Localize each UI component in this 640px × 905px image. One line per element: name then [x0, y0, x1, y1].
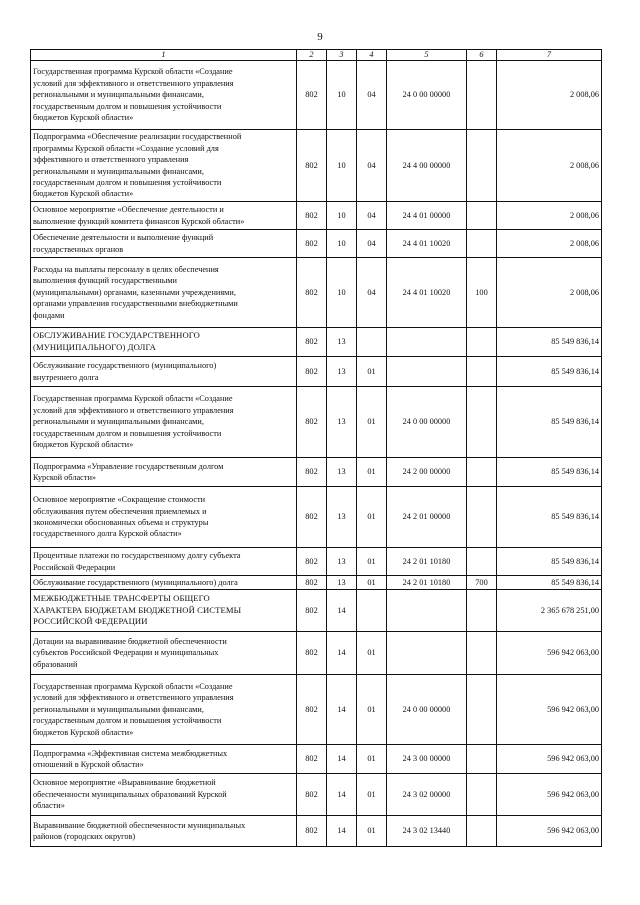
- row-name-line: Обслуживание государственного (муниципального) долга: [33, 577, 238, 587]
- row-name-line: бюджетов Курской области»: [33, 727, 134, 737]
- header-col-7: 7: [497, 50, 602, 61]
- target-article-cell: 24 4 01 10020: [387, 230, 467, 258]
- row-name-cell: [31, 328, 297, 357]
- admin-code-cell: 802: [297, 675, 327, 745]
- target-article-cell: 24 2 01 00000: [387, 487, 467, 548]
- row-name-line: обеспеченности муниципальных образований Курской: [33, 789, 227, 799]
- row-name-cell: [31, 745, 297, 774]
- row-name-line: государственного долга Курской области»: [33, 529, 182, 539]
- row-name-line: Подпрограмма «Управление государственным долгом: [33, 461, 224, 471]
- target-article-cell: 24 0 00 00000: [387, 675, 467, 745]
- row-name-cell: [31, 230, 297, 258]
- row-name-line: обслуживания путем обеспечения приемлемых и: [33, 506, 207, 516]
- target-article-cell: [387, 357, 467, 387]
- row-name-cell: [31, 61, 297, 130]
- section-code-cell: 13: [327, 387, 357, 458]
- admin-code-cell: 802: [297, 774, 327, 816]
- row-name-line: выполнение функций комитета финансов Курской области»: [33, 216, 245, 226]
- table-row: [31, 632, 602, 675]
- target-article-cell: 24 0 00 00000: [387, 387, 467, 458]
- subsection-code-cell: 01: [357, 487, 387, 548]
- section-code-cell: 13: [327, 576, 357, 590]
- subsection-code-cell: 01: [357, 745, 387, 774]
- header-col-1: 1: [31, 50, 297, 61]
- section-code-cell: 14: [327, 590, 357, 632]
- row-name-line: (муниципальными) органами, казенными учреждениями,: [33, 287, 236, 297]
- amount-cell: 85 549 836,14: [497, 357, 602, 387]
- amount-cell: 2 365 678 251,00: [497, 590, 602, 632]
- admin-code-cell: 802: [297, 202, 327, 230]
- header-col-2: 2: [297, 50, 327, 61]
- expense-type-cell: [467, 548, 497, 576]
- admin-code-cell: 802: [297, 230, 327, 258]
- admin-code-cell: 802: [297, 130, 327, 202]
- table-row: [31, 357, 602, 387]
- row-name-line: государственным долгом и повышения устойчивости: [33, 101, 222, 111]
- expense-type-cell: 100: [467, 258, 497, 328]
- table-row: [31, 774, 602, 816]
- target-article-cell: 24 3 02 00000: [387, 774, 467, 816]
- subsection-code-cell: 04: [357, 61, 387, 130]
- amount-cell: 596 942 063,00: [497, 774, 602, 816]
- amount-cell: 596 942 063,00: [497, 816, 602, 847]
- row-name-line: региональными и муниципальными финансами,: [33, 166, 204, 176]
- table-row: [31, 816, 602, 847]
- expense-type-cell: [467, 774, 497, 816]
- subsection-code-cell: 01: [357, 387, 387, 458]
- section-code-cell: 13: [327, 328, 357, 357]
- table-row: [31, 61, 602, 130]
- expense-type-cell: [467, 816, 497, 847]
- admin-code-cell: 802: [297, 816, 327, 847]
- target-article-cell: [387, 328, 467, 357]
- admin-code-cell: 802: [297, 328, 327, 357]
- row-name-line: Основное мероприятие «Выравнивание бюджетной: [33, 778, 216, 788]
- subsection-code-cell: 01: [357, 774, 387, 816]
- subsection-code-cell: 01: [357, 357, 387, 387]
- row-name-line: Российской Федерации: [33, 562, 116, 572]
- row-name-cell: [31, 576, 297, 590]
- row-name-line: районов (городских округов): [33, 832, 136, 841]
- expense-type-cell: [467, 202, 497, 230]
- row-name-line: Обслуживание государственного (муниципального): [33, 361, 217, 371]
- row-name-line: отношений в Курской области»: [33, 760, 144, 769]
- row-name-line: выполнения функций государственными: [33, 276, 177, 286]
- table-row: [31, 590, 602, 632]
- header-col-4: 4: [357, 50, 387, 61]
- target-article-cell: 24 4 01 00000: [387, 202, 467, 230]
- row-name-cell: [31, 548, 297, 576]
- row-name-line: Дотации на выравнивание бюджетной обеспеченности: [33, 636, 227, 646]
- row-name-cell: [31, 258, 297, 328]
- row-name-cell: [31, 487, 297, 548]
- admin-code-cell: 802: [297, 258, 327, 328]
- admin-code-cell: 802: [297, 458, 327, 487]
- row-name-line: бюджетов Курской области»: [33, 113, 134, 123]
- target-article-cell: 24 2 00 00000: [387, 458, 467, 487]
- subsection-code-cell: 04: [357, 258, 387, 328]
- row-name-line: Государственная программа Курской области «Создание: [33, 681, 233, 691]
- row-name-line: Подпрограмма «Обеспечение реализации государственной: [33, 132, 242, 142]
- row-name-line: Государственная программа Курской области «Создание: [33, 67, 233, 77]
- page-number: 9: [317, 31, 323, 43]
- section-code-cell: 13: [327, 487, 357, 548]
- admin-code-cell: 802: [297, 632, 327, 675]
- amount-cell: 2 008,06: [497, 202, 602, 230]
- row-name-line: условий для эффективного и ответственного управления: [33, 405, 234, 415]
- row-name-line: РОССИЙСКОЙ ФЕДЕРАЦИИ: [33, 616, 148, 627]
- table-row: [31, 258, 602, 328]
- table-row: [31, 387, 602, 458]
- target-article-cell: 24 0 00 00000: [387, 61, 467, 130]
- row-name-cell: [31, 202, 297, 230]
- row-name-line: бюджетов Курской области»: [33, 189, 134, 199]
- expense-type-cell: [467, 590, 497, 632]
- row-name-line: (МУНИЦИПАЛЬНОГО) ДОЛГА: [33, 342, 156, 352]
- admin-code-cell: 802: [297, 590, 327, 632]
- subsection-code-cell: 01: [357, 816, 387, 847]
- subsection-code-cell: 04: [357, 230, 387, 258]
- row-name-cell: [31, 590, 297, 632]
- amount-cell: 596 942 063,00: [497, 675, 602, 745]
- row-name-line: экономически обоснованных объема и структуры: [33, 518, 209, 527]
- row-name-line: Основное мероприятие «Обеспечение деятельности и: [33, 205, 224, 215]
- row-name-line: Основное мероприятие «Сокращение стоимости: [33, 495, 206, 505]
- expense-type-cell: 700: [467, 576, 497, 590]
- table-row: [31, 130, 602, 202]
- subsection-code-cell: [357, 328, 387, 357]
- admin-code-cell: 802: [297, 61, 327, 130]
- table-row: [31, 745, 602, 774]
- table-row: [31, 328, 602, 357]
- subsection-code-cell: 01: [357, 632, 387, 675]
- expense-type-cell: [467, 487, 497, 548]
- amount-cell: 596 942 063,00: [497, 632, 602, 675]
- row-name-line: фондами: [33, 310, 65, 320]
- row-name-cell: [31, 458, 297, 487]
- row-name-line: Государственная программа Курской области «Создание: [33, 394, 233, 404]
- table-row: [31, 576, 602, 590]
- target-article-cell: 24 2 01 10180: [387, 576, 467, 590]
- row-name-line: государственным долгом и повышения устойчивости: [33, 428, 222, 438]
- section-code-cell: 14: [327, 816, 357, 847]
- table-row: [31, 202, 602, 230]
- expense-type-cell: [467, 230, 497, 258]
- row-name-line: эффективного и ответственного управления: [33, 155, 189, 165]
- table-row: [31, 230, 602, 258]
- amount-cell: 2 008,06: [497, 61, 602, 130]
- amount-cell: 2 008,06: [497, 230, 602, 258]
- subsection-code-cell: 04: [357, 130, 387, 202]
- admin-code-cell: 802: [297, 548, 327, 576]
- row-name-line: Курской области»: [33, 473, 97, 482]
- row-name-line: региональными и муниципальными финансами,: [33, 704, 204, 714]
- amount-cell: 2 008,06: [497, 258, 602, 328]
- subsection-code-cell: 04: [357, 202, 387, 230]
- row-name-line: государственных органов: [33, 244, 124, 254]
- row-name-line: ХАРАКТЕРА БЮДЖЕТАМ БЮДЖЕТНОЙ СИСТЕМЫ: [33, 604, 242, 615]
- row-name-line: образований: [33, 659, 78, 669]
- row-name-line: внутреннего долга: [33, 372, 99, 382]
- amount-cell: 85 549 836,14: [497, 487, 602, 548]
- row-name-line: Выравнивание бюджетной обеспеченности муниципальных: [33, 820, 246, 830]
- section-code-cell: 14: [327, 774, 357, 816]
- header-col-6: 6: [467, 50, 497, 61]
- row-name-line: Обеспечение деятельности и выполнение функций: [33, 233, 214, 243]
- section-code-cell: 10: [327, 130, 357, 202]
- expense-type-cell: [467, 675, 497, 745]
- row-name-line: органами управления государственными внебюджетными: [33, 299, 238, 309]
- row-name-line: Расходы на выплаты персоналу в целях обеспечения: [33, 264, 219, 274]
- row-name-line: ОБСЛУЖИВАНИЕ ГОСУДАРСТВЕННОГО: [33, 330, 200, 341]
- admin-code-cell: 802: [297, 745, 327, 774]
- section-code-cell: 10: [327, 202, 357, 230]
- row-name-cell: [31, 632, 297, 675]
- row-name-cell: [31, 387, 297, 458]
- subsection-code-cell: [357, 590, 387, 632]
- subsection-code-cell: 01: [357, 458, 387, 487]
- row-name-cell: [31, 357, 297, 387]
- row-name-line: области»: [33, 801, 65, 811]
- admin-code-cell: 802: [297, 387, 327, 458]
- section-code-cell: 13: [327, 548, 357, 576]
- header-col-3: 3: [327, 50, 357, 61]
- amount-cell: 85 549 836,14: [497, 328, 602, 357]
- row-name-line: МЕЖБЮДЖЕТНЫЕ ТРАНСФЕРТЫ ОБЩЕГО: [33, 593, 210, 604]
- row-name-line: региональными и муниципальными финансами,: [33, 417, 204, 427]
- target-article-cell: 24 4 01 10020: [387, 258, 467, 328]
- target-article-cell: [387, 632, 467, 675]
- table-header-row: [31, 50, 602, 61]
- row-name-line: бюджетов Курской области»: [33, 440, 134, 450]
- section-code-cell: 13: [327, 458, 357, 487]
- admin-code-cell: 802: [297, 576, 327, 590]
- row-name-line: региональными и муниципальными финансами,: [33, 90, 204, 100]
- amount-cell: 85 549 836,14: [497, 548, 602, 576]
- expense-type-cell: [467, 61, 497, 130]
- table-row: [31, 548, 602, 576]
- row-name-line: государственным долгом и повышения устойчивости: [33, 716, 222, 726]
- row-name-cell: [31, 816, 297, 847]
- table-row: [31, 487, 602, 548]
- expense-type-cell: [467, 328, 497, 357]
- subsection-code-cell: 01: [357, 675, 387, 745]
- amount-cell: 85 549 836,14: [497, 576, 602, 590]
- row-name-line: государственным долгом и повышения устойчивости: [33, 177, 222, 187]
- amount-cell: 596 942 063,00: [497, 745, 602, 774]
- target-article-cell: 24 3 02 13440: [387, 816, 467, 847]
- row-name-line: Процентные платежи по государственному долгу субъекта: [33, 551, 241, 561]
- section-code-cell: 14: [327, 632, 357, 675]
- expense-type-cell: [467, 387, 497, 458]
- expense-type-cell: [467, 458, 497, 487]
- table-row: [31, 458, 602, 487]
- amount-cell: 85 549 836,14: [497, 458, 602, 487]
- target-article-cell: 24 2 01 10180: [387, 548, 467, 576]
- section-code-cell: 10: [327, 258, 357, 328]
- row-name-cell: [31, 130, 297, 202]
- amount-cell: 2 008,06: [497, 130, 602, 202]
- table-row: [31, 675, 602, 745]
- header-col-5: 5: [387, 50, 467, 61]
- section-code-cell: 13: [327, 357, 357, 387]
- row-name-cell: [31, 774, 297, 816]
- row-name-cell: [31, 675, 297, 745]
- target-article-cell: [387, 590, 467, 632]
- row-name-line: программы Курской области «Создание условий для: [33, 143, 219, 153]
- row-name-line: Подпрограмма «Эффективная система межбюджетных: [33, 748, 228, 758]
- section-code-cell: 10: [327, 61, 357, 130]
- expense-type-cell: [467, 130, 497, 202]
- budget-table: [30, 49, 602, 847]
- subsection-code-cell: 01: [357, 548, 387, 576]
- target-article-cell: 24 3 00 00000: [387, 745, 467, 774]
- expense-type-cell: [467, 745, 497, 774]
- expense-type-cell: [467, 632, 497, 675]
- section-code-cell: 10: [327, 230, 357, 258]
- amount-cell: 85 549 836,14: [497, 387, 602, 458]
- section-code-cell: 14: [327, 745, 357, 774]
- table-body: [31, 61, 602, 847]
- expense-type-cell: [467, 357, 497, 387]
- row-name-line: субъектов Российской Федерации и муниципальных: [33, 648, 219, 658]
- section-code-cell: 14: [327, 675, 357, 745]
- row-name-line: условий для эффективного и ответственного управления: [33, 693, 234, 703]
- target-article-cell: 24 4 00 00000: [387, 130, 467, 202]
- subsection-code-cell: 01: [357, 576, 387, 590]
- row-name-line: условий для эффективного и ответственного управления: [33, 78, 234, 88]
- admin-code-cell: 802: [297, 487, 327, 548]
- admin-code-cell: 802: [297, 357, 327, 387]
